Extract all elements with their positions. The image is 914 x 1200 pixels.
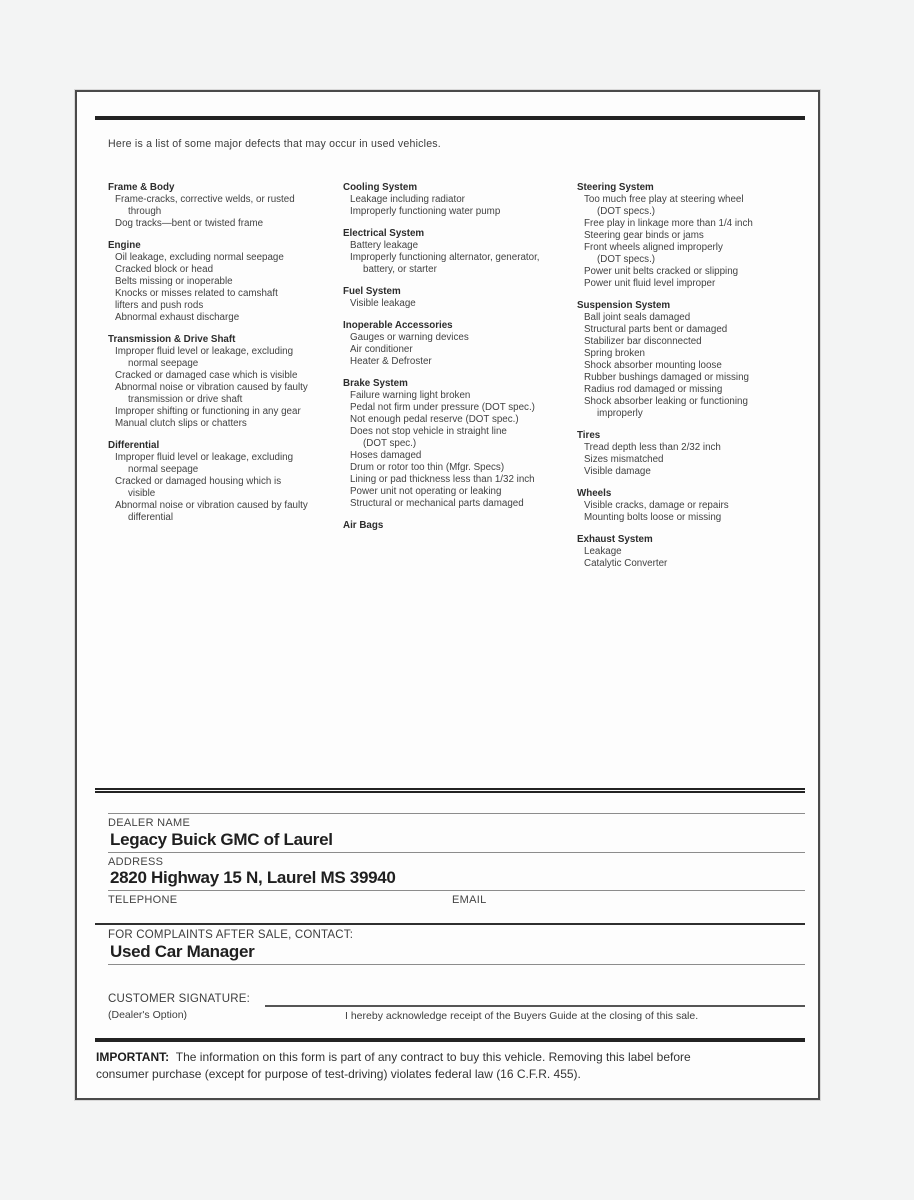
- complaints-label: FOR COMPLAINTS AFTER SALE, CONTACT:: [108, 929, 354, 941]
- defect-item: Drum or rotor too thin (Mfgr. Specs): [350, 462, 505, 473]
- section-title: Transmission & Drive Shaft: [108, 334, 236, 345]
- important-label: IMPORTANT:: [96, 1050, 170, 1064]
- section-title: Fuel System: [343, 286, 401, 297]
- defect-item: lifters and push rods: [115, 300, 204, 311]
- complaints-bottom-line: [108, 964, 805, 965]
- defect-item: Cracked or damaged case which is visible: [115, 370, 298, 381]
- defect-item: Power unit not operating or leaking: [350, 486, 502, 497]
- address-label: ADDRESS: [108, 856, 164, 868]
- defect-item: Rubber bushings damaged or missing: [584, 372, 750, 383]
- section-title: Engine: [108, 240, 141, 251]
- intro-text: Here is a list of some major defects that may occur in used vehicles.: [108, 138, 441, 150]
- defect-item: improperly: [597, 408, 643, 419]
- important-section-rule: [95, 1038, 805, 1042]
- defect-item: differential: [128, 512, 174, 523]
- section-title: Wheels: [577, 488, 612, 499]
- section-title: Steering System: [577, 182, 654, 193]
- defect-item: Ball joint seals damaged: [584, 312, 691, 323]
- defect-item: Steering gear binds or jams: [584, 230, 704, 241]
- defect-item: Structural parts bent or damaged: [584, 324, 728, 335]
- defect-item: Abnormal noise or vibration caused by faulty: [115, 500, 308, 511]
- defects-column-3: [577, 182, 813, 570]
- defect-item: normal seepage: [128, 358, 199, 369]
- defect-item: Not enough pedal reserve (DOT spec.): [350, 414, 519, 425]
- telephone-top-line: [108, 890, 805, 891]
- customer-signature-label: CUSTOMER SIGNATURE:: [108, 993, 251, 1005]
- defect-item: Heater & Defroster: [350, 356, 432, 367]
- important-notice: [96, 1049, 802, 1083]
- dealer-name-top-line: [108, 813, 805, 814]
- defect-item: (DOT specs.): [597, 206, 656, 217]
- email-label: EMAIL: [452, 894, 487, 906]
- defect-item: Manual clutch slips or chatters: [115, 418, 247, 429]
- section-title: Inoperable Accessories: [343, 320, 453, 331]
- defect-item: Improper fluid level or leakage, excluding: [115, 452, 294, 463]
- defect-item: Front wheels aligned improperly: [584, 242, 723, 253]
- defect-item: Failure warning light broken: [350, 390, 471, 401]
- address-top-line: [108, 852, 805, 853]
- defect-item: Cracked or damaged housing which is: [115, 476, 282, 487]
- defect-item: Visible leakage: [350, 298, 416, 309]
- defect-item: Knocks or misses related to camshaft: [115, 288, 278, 299]
- dealers-option-note: (Dealer's Option): [108, 1009, 188, 1021]
- section-title: Differential: [108, 440, 160, 451]
- dealer-name-label: DEALER NAME: [108, 817, 191, 829]
- defect-item: Belts missing or inoperable: [115, 276, 233, 287]
- complaints-section-rule: [95, 923, 805, 925]
- top-rule: [95, 116, 805, 120]
- defect-item: Spring broken: [584, 348, 645, 359]
- defect-item: Abnormal exhaust discharge: [115, 312, 240, 323]
- defect-item: normal seepage: [128, 464, 199, 475]
- defect-item: Leakage: [584, 546, 622, 557]
- defect-item: Mounting bolts loose or missing: [584, 512, 722, 523]
- defect-item: Visible cracks, damage or repairs: [584, 500, 729, 511]
- section-title: Frame & Body: [108, 182, 175, 193]
- dealer-section-rule: [95, 788, 805, 793]
- defect-item: Air conditioner: [350, 344, 413, 355]
- defect-item: Improper shifting or functioning in any gear: [115, 406, 301, 417]
- address-value: 2820 Highway 15 N, Laurel MS 39940: [110, 868, 396, 887]
- defect-item: Abnormal noise or vibration caused by faulty: [115, 382, 308, 393]
- defect-item: Improperly functioning water pump: [350, 206, 501, 217]
- defect-item: battery, or starter: [363, 264, 437, 275]
- defect-item: Too much free play at steering wheel: [584, 194, 744, 205]
- defect-item: Does not stop vehicle in straight line: [350, 426, 507, 437]
- dealer-name-value: Legacy Buick GMC of Laurel: [110, 830, 333, 849]
- defect-item: Shock absorber leaking or functioning: [584, 396, 748, 407]
- defect-item: Catalytic Converter: [584, 558, 668, 569]
- defect-item: Structural or mechanical parts damaged: [350, 498, 524, 509]
- telephone-label: TELEPHONE: [108, 894, 178, 906]
- section-title: Air Bags: [343, 520, 384, 531]
- complaints-contact-value: Used Car Manager: [110, 942, 255, 961]
- defect-item: visible: [128, 488, 156, 499]
- defect-item: through: [128, 206, 162, 217]
- defect-item: Improperly functioning alternator, generator,: [350, 252, 540, 263]
- defects-column-1: [108, 182, 344, 524]
- section-title: Tires: [577, 430, 601, 441]
- defect-item: Improper fluid level or leakage, excluding: [115, 346, 294, 357]
- section-title: Cooling System: [343, 182, 418, 193]
- defect-item: Lining or pad thickness less than 1/32 inch: [350, 474, 535, 485]
- defects-column-2: [343, 182, 579, 532]
- acknowledgment-text: I hereby acknowledge receipt of the Buyers Guide at the closing of this sale.: [345, 1010, 699, 1022]
- defect-item: Tread depth less than 2/32 inch: [584, 442, 721, 453]
- defect-item: Power unit fluid level improper: [584, 278, 716, 289]
- defect-item: Leakage including radiator: [350, 194, 465, 205]
- defect-item: Visible damage: [584, 466, 651, 477]
- important-line-2: consumer purchase (except for purpose of test-driving) violates federal law (16 C.F.R. 455).: [96, 1067, 581, 1081]
- section-title: Electrical System: [343, 228, 425, 239]
- section-title: Exhaust System: [577, 534, 653, 545]
- defect-item: transmission or drive shaft: [128, 394, 243, 405]
- defect-item: Frame-cracks, corrective welds, or rusted: [115, 194, 295, 205]
- defect-item: Dog tracks—bent or twisted frame: [115, 218, 264, 229]
- defect-item: Cracked block or head: [115, 264, 214, 275]
- section-title: Brake System: [343, 378, 408, 389]
- important-line-1: IMPORTANT: The information on this form is part of any contract to buy this vehicle. Removing this label before: [96, 1050, 691, 1064]
- defect-item: Hoses damaged: [350, 450, 422, 461]
- signature-line: [265, 1005, 805, 1007]
- defect-item: (DOT spec.): [363, 438, 417, 449]
- defect-item: (DOT specs.): [597, 254, 656, 265]
- defect-item: Free play in linkage more than 1/4 inch: [584, 218, 753, 229]
- defect-item: Oil leakage, excluding normal seepage: [115, 252, 284, 263]
- defect-item: Battery leakage: [350, 240, 419, 251]
- defect-item: Shock absorber mounting loose: [584, 360, 722, 371]
- defect-item: Power unit belts cracked or slipping: [584, 266, 739, 277]
- defect-item: Sizes mismatched: [584, 454, 664, 465]
- defect-item: Stabilizer bar disconnected: [584, 336, 702, 347]
- buyers-guide-page: [75, 90, 820, 1100]
- defect-item: Pedal not firm under pressure (DOT spec.): [350, 402, 535, 413]
- section-title: Suspension System: [577, 300, 671, 311]
- defect-item: Gauges or warning devices: [350, 332, 469, 343]
- defect-item: Radius rod damaged or missing: [584, 384, 723, 395]
